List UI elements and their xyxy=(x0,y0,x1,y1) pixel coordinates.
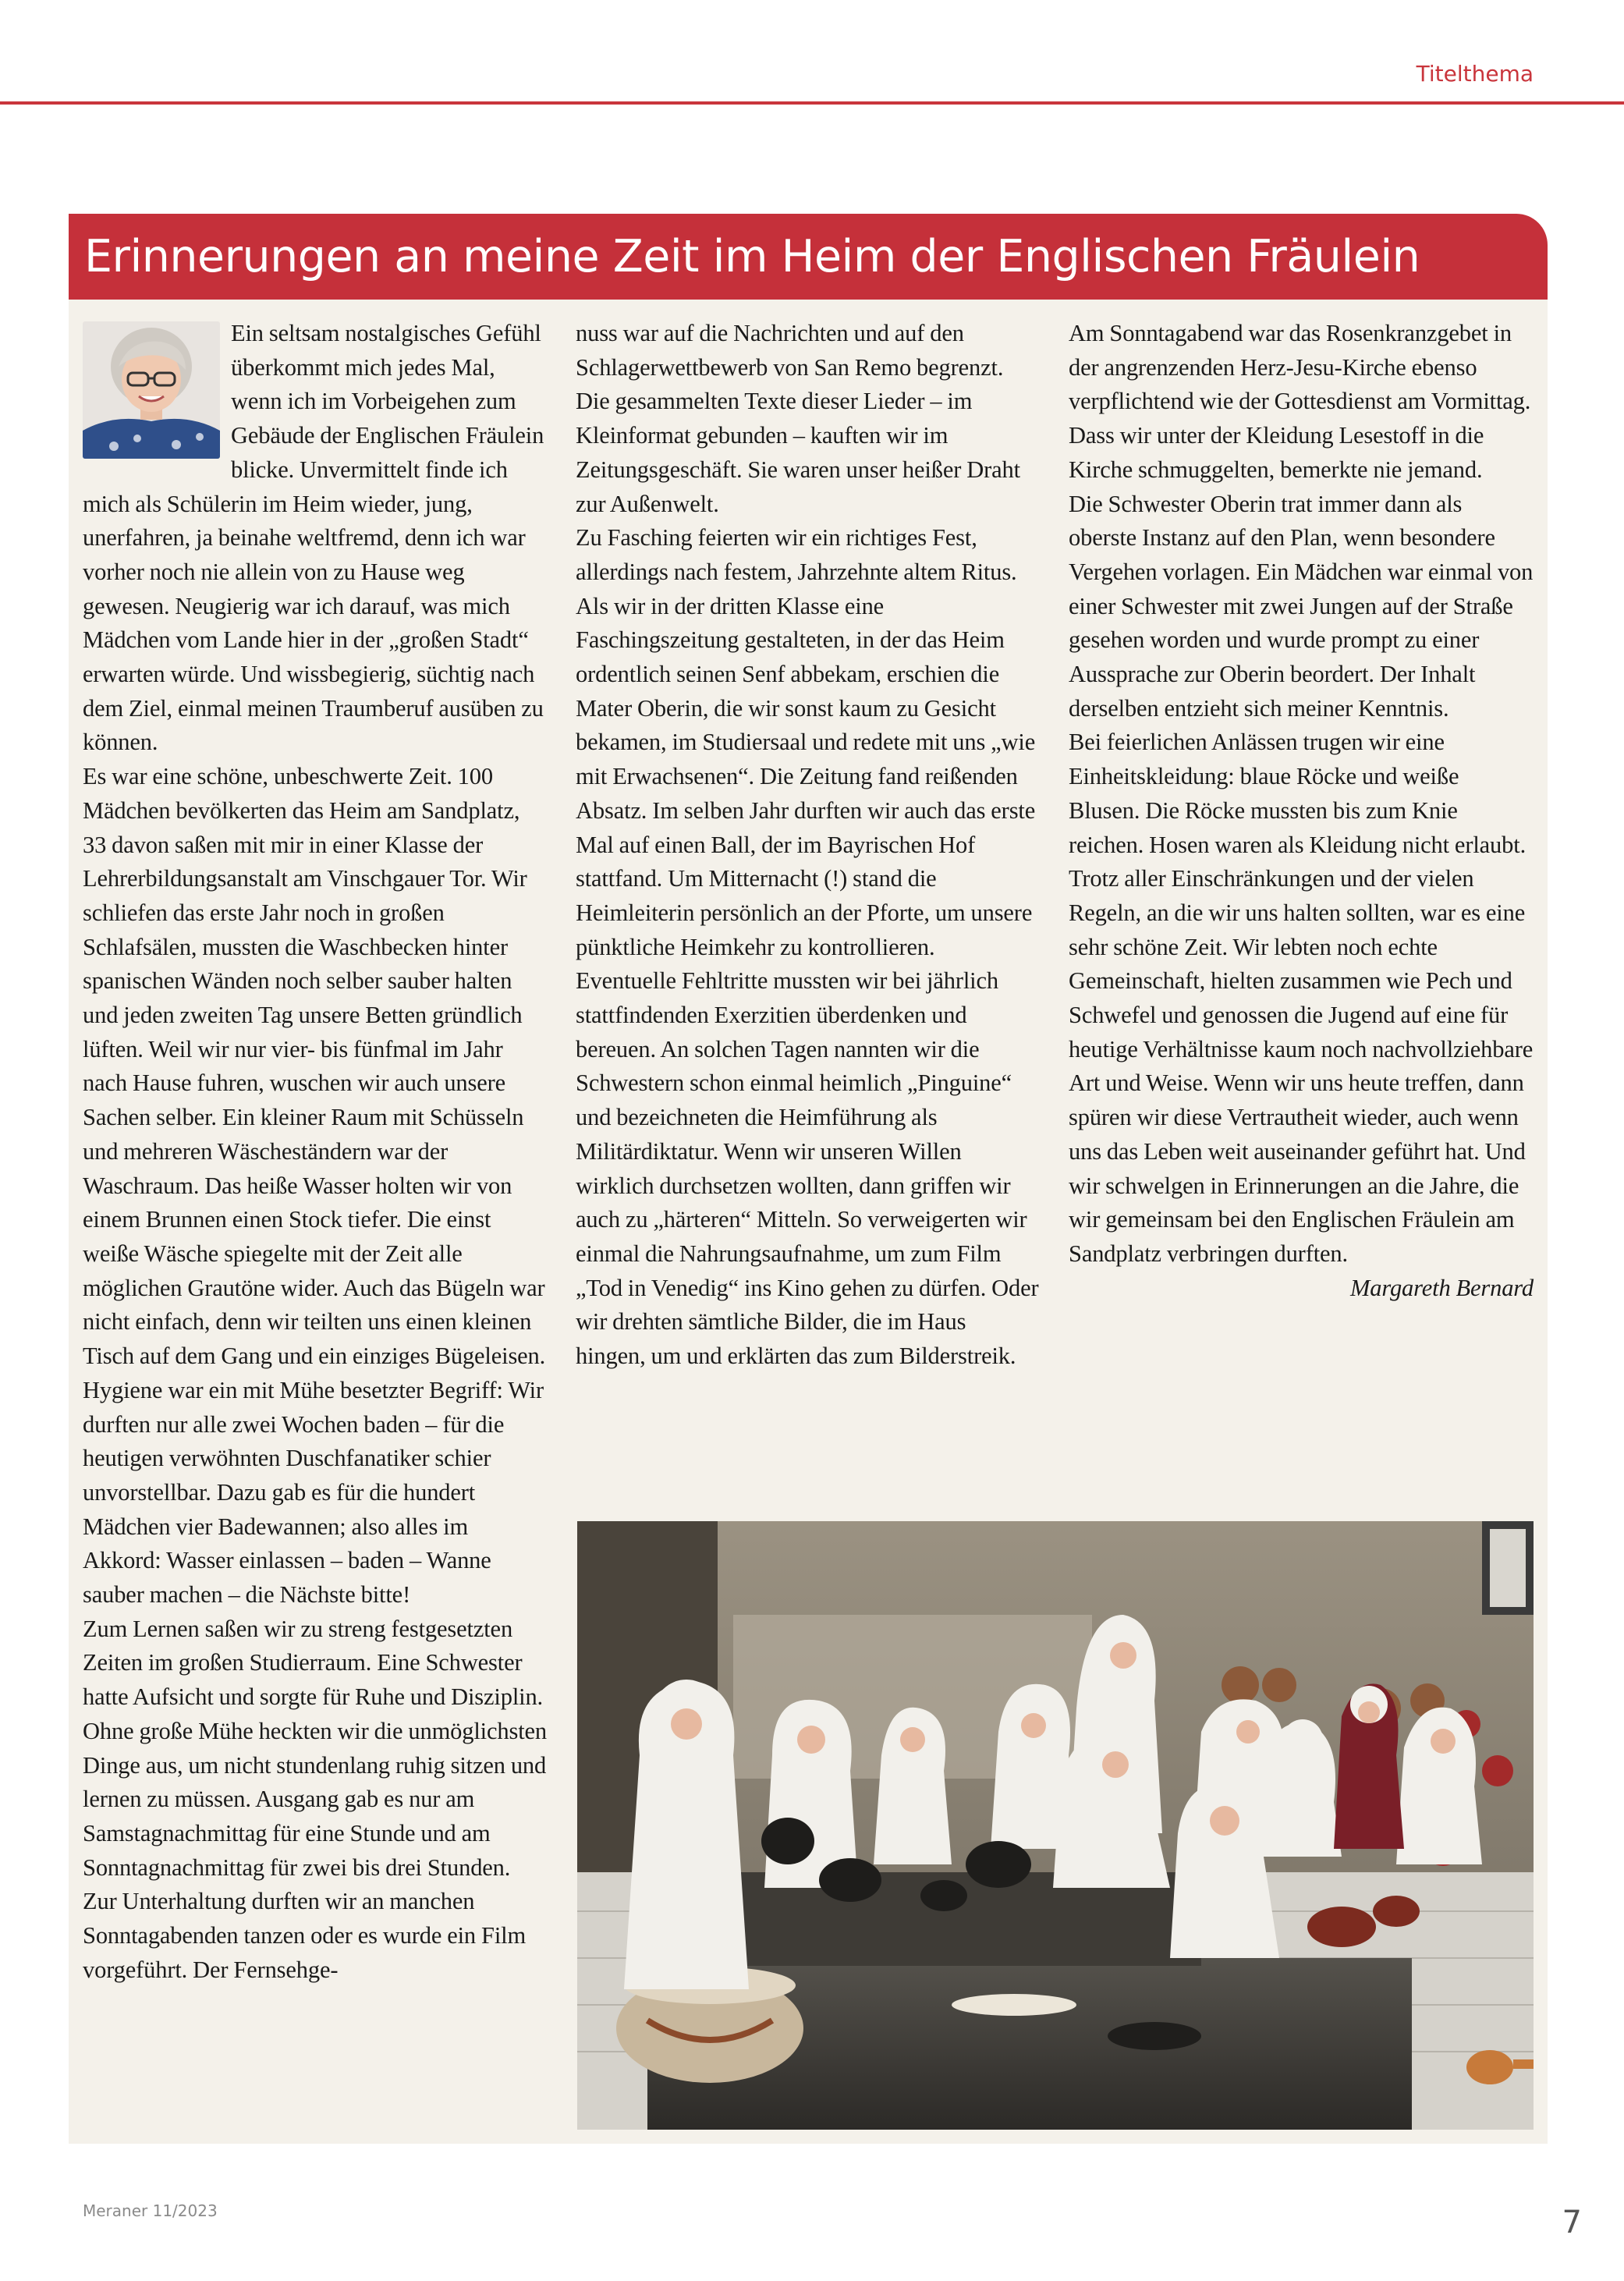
paragraph: Zum Lernen saßen wir zu streng festgesetzten Zeiten im großen Studierraum. Eine Schwester hatte Aufsicht und sorgte für Ruhe und Disziplin. Ohne große Mühe heckten wir die unmöglichsten Dinge aus, um nicht stundenlang ruhig sitzen und lernen zu müssen. Ausgang gab es nur am Samstagnachmittag für eine Stunde und am Sonntagnachmittag für zwei bis drei Stunden. Zur Unterhaltung durften wir an manchen Sonntagabenden tanzen oder es wurde ein Film vorgeführt. Der Fernsehge- xyxy=(83,1615,548,1983)
paragraph: Die Schwester Oberin trat immer dann als oberste Instanz auf den Plan, wenn besondere Vergehen vorlagen. Ein Mädchen war einmal von einer Schwester mit zwei Jungen auf der Straße gesehen worden und wurde prompt zu einer Aussprache zur Oberin beordert. Der Inhalt derselben entzieht sich meiner Kenntnis. xyxy=(1069,490,1534,722)
title-bar xyxy=(69,214,1548,300)
paragraph: Es war eine schöne, unbeschwerte Zeit. 100 Mädchen bevölkerten das Heim am Sandplatz, 33 davon saßen mit mir in einer Klasse der Lehrerbildungsanstalt am Vinschgauer Tor. Wir schliefen das erste Jahr noch in großen Schlafsälen, mussten die Waschbecken hinter spanischen Wänden noch selber sauber halten und jeden zweiten Tag unsere Betten gründlich lüften. Weil wir nur vier- bis fünfmal im Jahr nach Hause fuhren, wuschen wir auch unsere Sachen selber. Ein kleiner Raum mit Schüsseln und mehreren Wäscheständern war der Waschraum. Das heiße Wasser holten wir von einem Brunnen einen Stock tiefer. Die einst weiße Wäsche spiegelte mit der Zeit alle möglichen Grautöne wider. Auch das Bügeln war nicht einfach, denn wir teilten uns einen kleinen Tisch auf dem Gang und ein einziges Bügeleisen. Hygiene war ein mit Mühe besetzter Begriff: Wir durften nur alle zwei Wochen baden – für die heutigen verwöhnten Duschfanatiker schier unvorstellbar. Dazu gab es für die hundert Mädchen vier Badewannen; also alles im Akkord: Wasser einlassen – baden – Wanne sauber machen – die Nächste bitte! xyxy=(83,763,546,1609)
header-rule xyxy=(0,101,1624,105)
issue-label: Meraner 11/2023 xyxy=(83,2201,218,2220)
paragraph: Trotz aller Einschränkungen und der vielen Regeln, an die wir uns halten sollten, war es eine sehr schöne Zeit. Wir lebten noch echte Gemeinschaft, hielten zusammen wie Pech und Schwefel und genossen die Jugend auf eine für heutige Verhältnisse kaum noch nachvollziehbare Art und Weise. Wenn wir uns heute treffen, dann spüren wir diese Vertrautheit wieder, auch wenn uns das Leben weit auseinander geführt hat. Und wir schwelgen in Erinnerungen an die Jahre, die wir gemeinsam bei den Englischen Fräulein am Sandplatz verbringen durften. xyxy=(1069,865,1534,1267)
page-number: 7 xyxy=(1562,2205,1582,2240)
article-title: Erinnerungen an meine Zeit im Heim der Englischen Fräulein xyxy=(84,231,1420,282)
paragraph: Am Sonntagabend war das Rosenkranzgebet in der angrenzenden Herz-Jesu-Kirche ebenso verpflichtend wie der Gottesdienst am Vormittag. Dass wir unter der Kleidung Lesestoff in die Kirche schmuggelten, bemerkte nie jemand. xyxy=(1069,320,1531,483)
paragraph: Zu Fasching feierten wir ein richtiges Fest, allerdings nach festem, Jahrzehnte altem Ritus. Als wir in der dritten Klasse eine Faschingszeitung gestalteten, in der das Heim ordentlich seinen Senf abbekam, erschien die Mater Oberin, die wir sonst kaum zu Gesicht bekamen, im Studiersaal und redete mit uns „wie mit Erwachsenen“. Die Zeitung fand reißenden Absatz. Im selben Jahr durften wir auch das erste Mal auf einen Ball, der im Bayrischen Hof stattfand. Um Mitternacht (!) stand die Heimleiterin persönlich an der Pforte, um unsere pünktliche Heimkehr zu kontrollieren. Eventuelle Fehltritte mussten wir bei jährlich stattfindenden Exerzitien überdenken und bereuen. An solchen Tagen nannten wir die Schwestern schon einmal heimlich „Pinguine“ und bezeichneten die Heimführung als Militärdiktatur. Wenn wir unseren Willen wirklich durchsetzen wollten, dann griffen wir auch zu „härteren“ Mitteln. So verweigerten wir einmal die Nahrungsaufnahme, um zum Film „Tod in Venedig“ ins Kino gehen zu dürfen. Oder wir drehten sämtliche Bilder, die im Haus hingen, um und erklärten das zum Bilderstreik. xyxy=(576,524,1039,1370)
paragraph: Ein seltsam nostalgisches Gefühl überkommt mich jedes Mal, wenn ich im Vorbeigehen zum Gebäude der Englischen Fräulein blicke. Unvermittelt finde ich mich als Schülerin im Heim wieder, jung, unerfahren, ja beinahe weltfremd, denn ich war vorher noch nie allein von zu Hause weg gewesen. Neugierig war ich darauf, was mich Mädchen vom Lande hier in der „großen Stadt“ erwarten würde. Und wissbegierig, süchtig nach dem Ziel, einmal meinen Traumberuf ausüben zu können. xyxy=(83,320,544,756)
kitchen-photo xyxy=(577,1521,1534,2130)
article-column-2 xyxy=(576,317,1041,1374)
article-column-1 xyxy=(83,317,548,1987)
paragraph: Bei feierlichen Anlässen trugen wir eine Einheitskleidung: blaue Röcke und weiße Blusen. Die Röcke mussten bis zum Knie reichen. Hosen waren als Kleidung nicht erlaubt. xyxy=(1069,729,1526,858)
article-column-3 xyxy=(1069,317,1534,1305)
paragraph: nuss war auf die Nachrichten und auf den Schlagerwettbewerb von San Remo begrenzt. Die gesammelten Texte dieser Lieder – im Kleinformat gebunden – kauften wir im Zeitungsgeschäft. Sie waren unser heißer Draht zur Außenwelt. xyxy=(576,320,1020,517)
section-label: Titelthema xyxy=(1416,61,1534,87)
author-photo xyxy=(83,321,220,459)
author-signature: Margareth Bernard xyxy=(1350,1274,1534,1301)
